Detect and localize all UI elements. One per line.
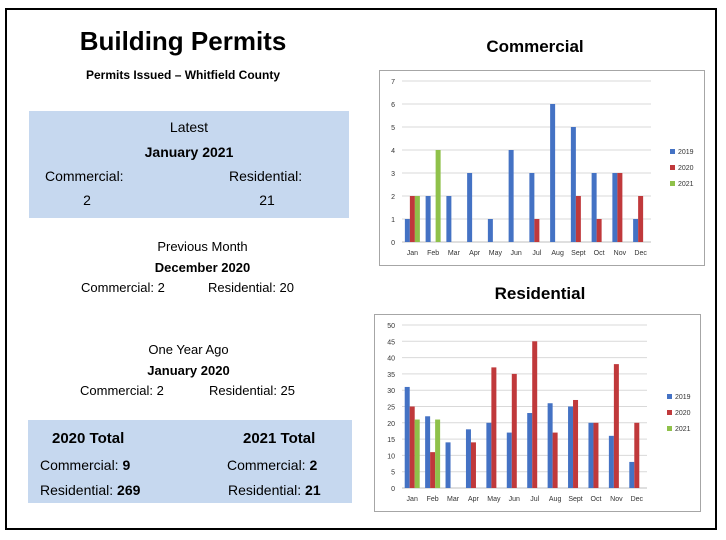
bar-2019-Apr — [466, 429, 471, 488]
bar-2020-Sept — [576, 196, 581, 242]
bar-2020-Nov — [617, 173, 622, 242]
legend-swatch-2020 — [670, 165, 675, 170]
y-tick-label: 5 — [391, 469, 395, 477]
bar-2019-Jan — [405, 219, 410, 242]
legend-swatch-2021 — [670, 181, 675, 186]
bar-2019-Jul — [529, 173, 534, 242]
y-tick-label: 15 — [387, 437, 395, 445]
commercial-chart-title: Commercial — [486, 37, 584, 56]
legend-swatch-2020 — [667, 410, 672, 415]
bar-2020-Feb — [430, 452, 435, 488]
total-2021-commercial — [227, 457, 317, 473]
x-tick-label: Nov — [613, 250, 627, 257]
x-tick-label: Aug — [551, 250, 564, 257]
bar-2019-Feb — [426, 196, 431, 242]
legend-label-2021: 2021 — [675, 426, 691, 433]
total-2020-heading: 2020 Total — [52, 430, 125, 447]
total-2020-commercial — [40, 457, 130, 473]
residential-chart-title: Residential — [494, 284, 586, 303]
total-2020-residential-value: 269 — [117, 482, 141, 498]
latest-panel — [29, 111, 349, 218]
bar-2020-Sept — [573, 400, 578, 488]
legend-swatch-2021 — [667, 426, 672, 431]
total-2021-residential-value: 21 — [305, 482, 321, 498]
x-tick-label: May — [488, 250, 502, 257]
y-tick-label: 0 — [391, 486, 395, 493]
bar-2019-Aug — [550, 104, 555, 242]
y-tick-label: 1 — [391, 217, 395, 224]
y-tick-label: 45 — [387, 339, 395, 347]
bar-2019-Feb — [425, 416, 430, 488]
y-tick-label: 2 — [391, 194, 395, 201]
x-tick-label: May — [487, 496, 501, 503]
total-2020-residential-label: Residential: — [40, 482, 114, 498]
x-tick-label: Jan — [406, 250, 419, 257]
latest-commercial-value: 2 — [83, 192, 91, 208]
bar-2021-Jan — [415, 196, 420, 242]
year-ago-period: January 2020 — [147, 363, 230, 378]
bar-2019-Sept — [568, 407, 573, 489]
y-tick-label: 20 — [387, 420, 395, 428]
bar-2020-Oct — [593, 423, 598, 488]
bar-2019-Aug — [548, 403, 553, 488]
total-2020-residential — [40, 482, 140, 498]
total-2021-heading: 2021 Total — [243, 430, 316, 447]
x-tick-label: Mar — [447, 496, 460, 503]
y-tick-label: 4 — [391, 148, 395, 155]
legend-label-2019: 2019 — [675, 394, 691, 401]
totals-panel — [28, 420, 352, 503]
total-2020-commercial-value: 9 — [122, 457, 131, 473]
legend-swatch-2019 — [667, 394, 672, 399]
bar-2021-Feb — [436, 150, 441, 242]
x-tick-label: Sept — [571, 250, 586, 257]
page-subtitle: Permits Issued – Whitfield County — [85, 68, 281, 82]
x-tick-label: Jul — [532, 250, 542, 257]
latest-heading: Latest — [169, 119, 209, 135]
page-title: Building Permits — [79, 26, 287, 56]
bar-2020-Apr — [471, 442, 476, 488]
bar-2019-Apr — [467, 173, 472, 242]
y-tick-label: 10 — [387, 453, 395, 461]
x-tick-label: Sept — [568, 496, 583, 503]
x-tick-label: Oct — [590, 496, 602, 503]
y-tick-label: 35 — [387, 371, 395, 379]
bar-2019-Dec — [629, 462, 634, 488]
year-ago-residential: Residential: 25 — [209, 383, 295, 398]
x-tick-label: Nov — [610, 496, 623, 503]
residential-chart — [375, 315, 700, 511]
total-2021-residential — [228, 482, 321, 498]
x-tick-label: Jul — [530, 496, 540, 503]
bar-2020-Nov — [614, 364, 619, 488]
y-tick-label: 50 — [387, 323, 395, 330]
bar-2020-May — [491, 367, 496, 488]
x-tick-label: Apr — [469, 250, 481, 257]
bar-2020-Jun — [512, 374, 517, 488]
legend-label-2020: 2020 — [675, 410, 691, 417]
bar-2021-Jan — [415, 420, 420, 488]
bar-2019-Dec — [633, 219, 638, 242]
residential-chart-frame — [374, 314, 701, 512]
bar-2020-Oct — [597, 219, 602, 242]
bar-2020-Aug — [553, 433, 558, 488]
y-tick-label: 3 — [391, 171, 395, 178]
year-ago-heading: One Year Ago — [148, 342, 229, 357]
x-tick-label: Mar — [447, 250, 460, 257]
y-tick-label: 7 — [391, 79, 395, 86]
legend-swatch-2019 — [670, 149, 675, 154]
bar-2019-Jun — [509, 150, 514, 242]
x-tick-label: Jun — [510, 250, 522, 257]
x-tick-label: Oct — [593, 250, 605, 257]
bar-2019-Oct — [592, 173, 597, 242]
previous-month-commercial: Commercial: 2 — [81, 280, 165, 295]
x-tick-label: Feb — [426, 496, 439, 503]
y-tick-label: 40 — [387, 355, 395, 363]
bar-2020-Jul — [534, 219, 539, 242]
bar-2019-Nov — [612, 173, 617, 242]
y-tick-label: 6 — [391, 102, 395, 109]
bar-2019-Mar — [446, 196, 451, 242]
total-2020-commercial-label: Commercial: — [40, 457, 119, 473]
x-tick-label: Jan — [406, 496, 418, 503]
x-tick-label: Dec — [630, 496, 644, 503]
bar-2020-Jan — [410, 407, 415, 489]
total-2021-commercial-value: 2 — [309, 457, 318, 473]
total-2021-residential-label: Residential: — [228, 482, 302, 498]
bar-2020-Jan — [410, 196, 415, 242]
x-tick-label: Apr — [468, 496, 479, 503]
legend-label-2021: 2021 — [678, 181, 694, 188]
previous-month-residential: Residential: 20 — [208, 280, 294, 295]
bar-2021-Feb — [435, 420, 440, 488]
bar-2019-May — [486, 423, 491, 488]
bar-2020-Jul — [532, 341, 537, 488]
bar-2019-Mar — [446, 442, 451, 488]
x-tick-label: Aug — [548, 496, 562, 503]
bar-2019-Jun — [507, 433, 512, 488]
bar-2019-Sept — [571, 127, 576, 242]
latest-residential-label: Residential: — [229, 168, 303, 184]
y-tick-label: 0 — [391, 240, 395, 247]
x-tick-label: Feb — [427, 250, 440, 257]
latest-period: January 2021 — [144, 144, 234, 160]
latest-commercial-label: Commercial: — [45, 168, 124, 184]
commercial-chart — [380, 71, 704, 265]
previous-month-period: December 2020 — [154, 260, 251, 275]
y-tick-label: 5 — [391, 125, 395, 132]
previous-month-heading: Previous Month — [157, 239, 248, 254]
x-tick-label: Jun — [508, 496, 520, 503]
legend-label-2020: 2020 — [678, 165, 694, 172]
bar-2019-Nov — [609, 436, 614, 488]
bar-2020-Dec — [634, 423, 639, 488]
total-2021-commercial-label: Commercial: — [227, 457, 306, 473]
bar-2019-May — [488, 219, 493, 242]
year-ago-commercial: Commercial: 2 — [80, 383, 164, 398]
legend-label-2019: 2019 — [678, 149, 694, 156]
bar-2019-Jul — [527, 413, 532, 488]
latest-residential-value: 21 — [259, 192, 275, 208]
bar-2019-Oct — [588, 423, 593, 488]
y-tick-label: 25 — [387, 404, 395, 412]
x-tick-label: Dec — [634, 250, 647, 257]
commercial-chart-frame — [379, 70, 705, 266]
y-tick-label: 30 — [387, 388, 395, 396]
bar-2019-Jan — [405, 387, 410, 488]
bar-2020-Dec — [638, 196, 643, 242]
